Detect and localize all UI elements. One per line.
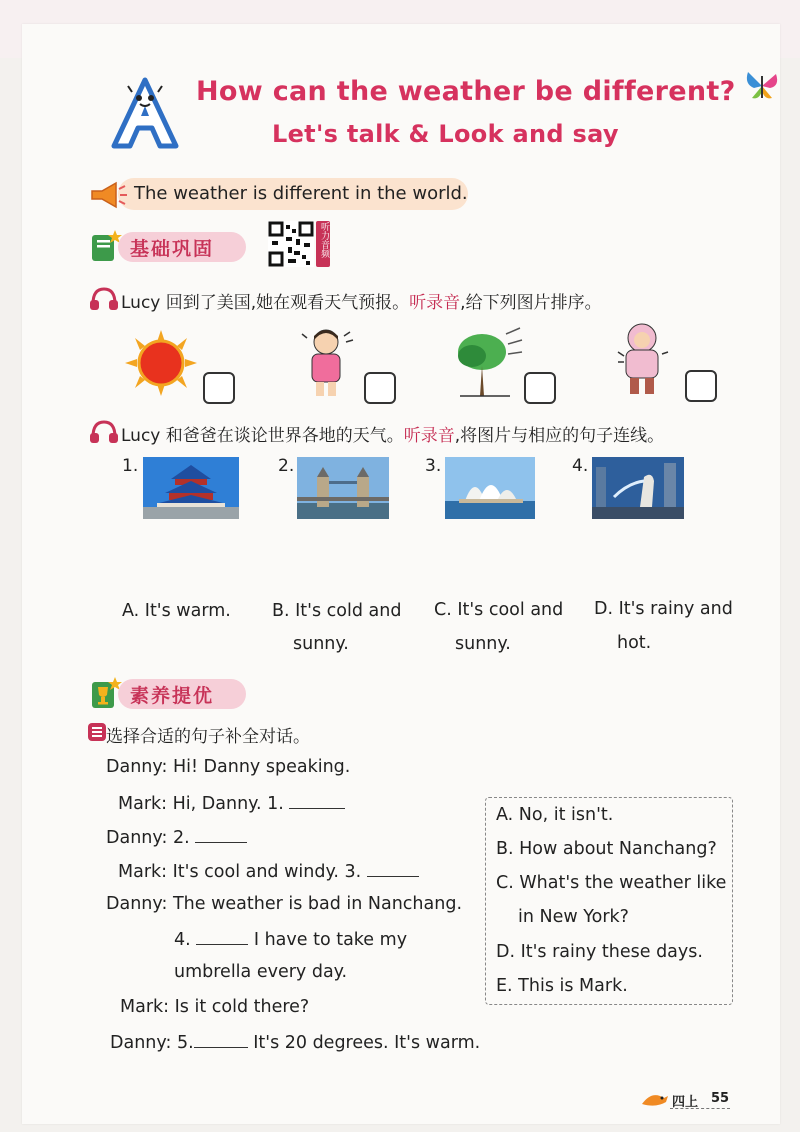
section-title-advanced: 素养提优 <box>130 685 215 707</box>
dialogue-text: It's 20 degrees. It's warm. <box>253 1033 481 1053</box>
answer-blank-4[interactable] <box>196 928 248 945</box>
dialogue-text: Is it cold there? <box>174 997 310 1017</box>
choice-b: B. How about Nanchang? <box>496 839 717 859</box>
hot-girl-picture <box>298 326 358 398</box>
question-2-listen: 听录音 <box>403 426 455 446</box>
choice-c-line1: C. What's the weather like <box>496 873 727 893</box>
dialogue-text: 2. <box>172 828 190 848</box>
photo-number-3: 3. <box>425 456 442 476</box>
question-1 <box>121 288 602 313</box>
dialogue-line-1 <box>106 757 350 777</box>
dialogue-text: Hi, Danny. 1. <box>172 794 284 814</box>
dialogue-line-6 <box>174 928 407 950</box>
page-subtitle: Let's talk & Look and say <box>272 120 619 148</box>
answer-blank-2[interactable] <box>195 826 247 843</box>
page-number: 55 <box>711 1091 730 1106</box>
choice-c-line2: in New York? <box>518 907 629 927</box>
dialogue-text: Hi! Danny speaking. <box>172 757 351 777</box>
question-1-listen: 听录音 <box>409 293 461 313</box>
section-title-basic: 基础巩固 <box>130 238 215 260</box>
question-3-instruction: 选择合适的句子补全对话。 <box>106 727 310 747</box>
qr-code-icon[interactable] <box>268 221 314 267</box>
question-2-instruction: ,将图片与相应的句子连线。 <box>454 426 665 446</box>
photo-number-4: 4. <box>572 456 589 476</box>
speaker-danny: Danny: <box>110 1033 172 1053</box>
tower-bridge-photo <box>297 457 393 519</box>
order-box-4[interactable] <box>685 370 717 402</box>
answer-blank-5[interactable] <box>194 1031 248 1048</box>
sun-picture <box>125 330 197 396</box>
q2-option-b-line1: B. It's cold and <box>272 601 402 621</box>
temple-of-heaven-photo <box>143 457 239 519</box>
dialogue-line-5 <box>106 894 462 914</box>
q2-option-c-line1: C. It's cool and <box>434 600 564 620</box>
headphones-icon <box>88 286 120 312</box>
megaphone-icon <box>88 180 128 210</box>
dialogue-line-2 <box>118 792 345 814</box>
order-box-1[interactable] <box>203 372 235 404</box>
speaker-mark: Mark: <box>120 997 170 1017</box>
mascot-letter-a-icon <box>108 74 182 152</box>
dialogue-line-9 <box>110 1031 480 1053</box>
blank-number: 4. <box>174 930 191 950</box>
q2-option-d-line1: D. It's rainy and <box>594 599 733 619</box>
speaker-danny: Danny: <box>106 828 168 848</box>
q2-option-a: A. It's warm. <box>122 601 231 621</box>
bird-icon <box>640 1088 670 1108</box>
merlion-photo <box>592 457 688 519</box>
answer-blank-1[interactable] <box>289 792 345 809</box>
order-box-2[interactable] <box>364 372 396 404</box>
speaker-danny: Danny: <box>106 757 168 777</box>
dialogue-text: 5. <box>176 1033 194 1053</box>
q2-option-c-line2: sunny. <box>455 634 511 654</box>
headphones-icon <box>88 419 120 445</box>
choice-e: E. This is Mark. <box>496 976 628 996</box>
dialogue-line-8 <box>120 997 309 1017</box>
speaker-danny: Danny: <box>106 894 168 914</box>
choice-a: A. No, it isn't. <box>496 805 614 825</box>
dialogue-text: The weather is bad in Nanchang. <box>172 894 463 914</box>
key-sentence: The weather is different in the world. <box>134 183 468 204</box>
question-2-text: Lucy 和爸爸在谈论世界各地的天气。 <box>121 426 404 446</box>
page-title: How can the weather be different? <box>196 76 736 107</box>
photo-number-1: 1. <box>122 456 139 476</box>
dialogue-text: It's cool and windy. 3. <box>172 862 362 882</box>
butterfly-icon <box>742 66 782 106</box>
grade-label: 四上 <box>672 1095 699 1110</box>
number-three-icon <box>88 723 108 743</box>
dialogue-line-7: umbrella every day. <box>174 962 348 982</box>
sydney-opera-house-photo <box>445 457 541 519</box>
windy-tree-picture <box>450 326 524 398</box>
choices-box <box>485 797 733 1005</box>
dialogue-line-4 <box>118 860 419 882</box>
dialogue-text: I have to take my <box>253 930 408 950</box>
question-1-instruction: ,给下列图片排序。 <box>460 293 602 313</box>
q2-option-b-line2: sunny. <box>293 634 349 654</box>
speaker-mark: Mark: <box>118 862 168 882</box>
dialogue-line-3 <box>106 826 247 848</box>
answer-blank-3[interactable] <box>367 860 419 877</box>
photo-number-2: 2. <box>278 456 295 476</box>
choice-d: D. It's rainy these days. <box>496 942 703 962</box>
qr-label: 听力音频 <box>319 222 329 258</box>
q2-option-d-line2: hot. <box>617 633 652 653</box>
order-box-3[interactable] <box>524 372 556 404</box>
cold-boy-picture <box>614 322 670 398</box>
question-2 <box>121 421 664 446</box>
speaker-mark: Mark: <box>118 794 168 814</box>
question-1-text: Lucy 回到了美国,她在观看天气预报。 <box>121 293 410 313</box>
